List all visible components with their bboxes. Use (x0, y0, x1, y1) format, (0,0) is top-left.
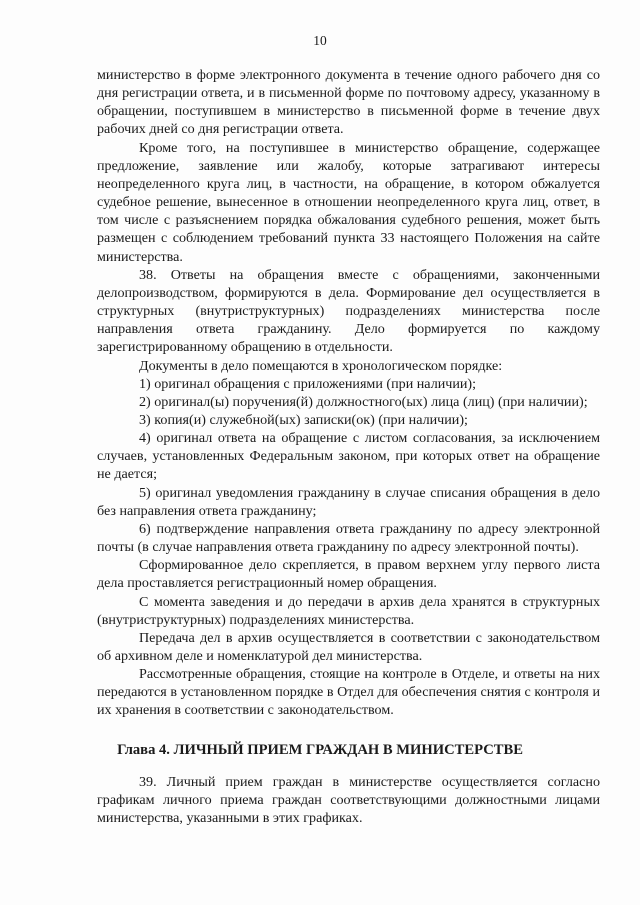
document-body (97, 66, 600, 720)
list-item: 2) оригинал(ы) поручения(й) должностного(ых) лица (лиц) (при наличии); (139, 393, 588, 410)
document-body-continued (97, 773, 600, 827)
list-item: 1) оригинал обращения с приложениями (при наличии); (139, 375, 477, 392)
chapter-heading: Глава 4. ЛИЧНЫЙ ПРИЕМ ГРАЖДАН В МИНИСТЕРСТВЕ (117, 742, 523, 758)
paragraph: министерство в форме электронного документа в течение одного рабочего дня со дня регистрации ответа, и в письменной форме по почтовому адресу, указанному в обращении, поступившем в министерство в письменной форме в течение двух рабочих дней со дня регистрации ответа. (97, 67, 600, 138)
paragraph: Передача дел в архив осуществляется в соответствии с законодательством об архивном деле и номенклатурой дел министерства. (97, 629, 600, 664)
paragraph: Кроме того, на поступившее в министерство обращение, содержащее предложение, заявление или жалобу, которые затрагивают интересы неопределенного круга лиц, в частности, на обращение, в котором обжалуется судебное решение, вынесенное в отношении неопределенного круга лиц, ответ, в том числе с разъяснением порядка обжалования судебного решения, может быть размещен с соблюдением требований пункта 33 настоящего Положения на сайте министерства. (97, 139, 600, 265)
list-item: 4) оригинал ответа на обращение с листом согласования, за исключением случаев, установленных Федеральным законом, при которых ответ на обращение не дается; (97, 430, 600, 483)
list-item: 5) оригинал уведомления гражданину в случае списания обращения в дело без направления ответа гражданину; (97, 484, 600, 519)
paragraph: Рассмотренные обращения, стоящие на контроле в Отделе, и ответы на них передаются в установленном порядке в Отдел для обеспечения снятия с контроля и их хранения в соответствии с законодательством. (97, 666, 600, 719)
paragraph: 39. Личный прием граждан в министерстве осуществляется согласно графикам личного приема граждан соответствующими должностными лицами министерства, указанными в этих графиках. (97, 774, 600, 827)
list-item: 6) подтверждение направления ответа гражданину по адресу электронной почты (в случае направления ответа гражданину по адресу электронной почты). (97, 520, 600, 556)
paragraph: Документы в дело помещаются в хронологическом порядке: (139, 357, 503, 374)
paragraph: С момента заведения и до передачи в архив дела хранятся в структурных (внутриструктурных) подразделениях министерства. (97, 593, 600, 628)
page-number: 10 (313, 33, 327, 48)
paragraph: 38. Ответы на обращения вместе с обращениями, законченными делопроизводством, формируются в дела. Формирование дел осуществляется в структурных (внутриструктурных) подразделениях министерства после направления ответа гражданину. Дело формируется по каждому зарегистрированному обращению в отдельности. (97, 266, 600, 356)
list-item: 3) копия(и) служебной(ых) записки(ок) (при наличии); (139, 411, 468, 428)
paragraph: Сформированное дело скрепляется, в правом верхнем углу первого листа дела проставляется регистрационный номер обращения. (97, 557, 600, 592)
